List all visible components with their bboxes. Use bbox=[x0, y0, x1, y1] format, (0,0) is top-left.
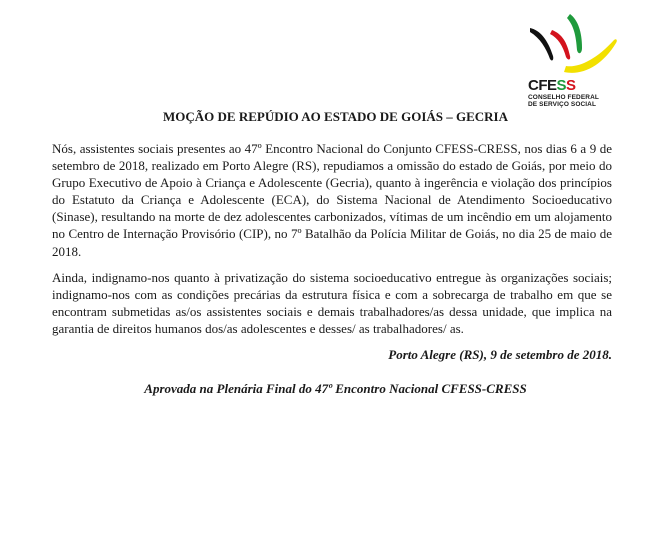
cfess-logo bbox=[526, 10, 618, 110]
logo-subtitle-line2: DE SERVIÇO SOCIAL bbox=[528, 101, 597, 108]
logo-red-swoosh bbox=[550, 30, 570, 60]
paragraph-indignation: Ainda, indignamo-nos quanto à privatização do sistema socioeducativo entregue às organizações sociais; indignamo-nos com as condições precárias da estrutura física e com a sobrecarga de trabalho em que se encontram submetidas as/os assistentes sociais e demais trabalhadores/as dessa unidade, que implica na garantia de direitos humanos dos/as adolescentes e desses/ as trabalhadores/ as. bbox=[52, 270, 612, 337]
logo-green-swoosh bbox=[567, 14, 582, 53]
logo-yellow-swoosh bbox=[564, 39, 617, 73]
paragraph-repudiation: Nós, assistentes sociais presentes ao 47º Encontro Nacional do Conjunto CFESS-CRESS, nos dias 6 a 9 de setembro de 2018, realizado em Porto Alegre (RS), repudiamos a omissão do estado de Goiás, por meio do Grupo Executivo de Apoio à Criança e Adolescente (Gecria), quanto à ingerência e violação dos princípios do Estatuto da Criança e Adolescente (ECA), do Sistema Nacional de Atendimento Socioeducativo (Sinase), resultando na morte de dez adolescentes carbonizados, vítimas de um incêndio em um alojamento no Centro de Internação Provisório (CIP), no 7º Batalhão da Polícia Militar de Goiás, no dia 25 de maio de 2018. bbox=[52, 141, 612, 259]
logo-brand-text: CFESS bbox=[528, 77, 576, 94]
place-date: Porto Alegre (RS), 9 de setembro de 2018. bbox=[388, 347, 612, 362]
logo-black-swoosh bbox=[530, 28, 553, 60]
cfess-logo-mark bbox=[526, 10, 618, 80]
document-title: MOÇÃO DE REPÚDIO AO ESTADO DE GOIÁS – GECRIA bbox=[162, 109, 509, 124]
logo-subtitle bbox=[528, 94, 599, 108]
logo-subtitle-line1: CONSELHO FEDERAL bbox=[528, 94, 599, 101]
approval-note: Aprovada na Plenária Final do 47º Encontro Nacional CFESS-CRESS bbox=[144, 381, 527, 396]
